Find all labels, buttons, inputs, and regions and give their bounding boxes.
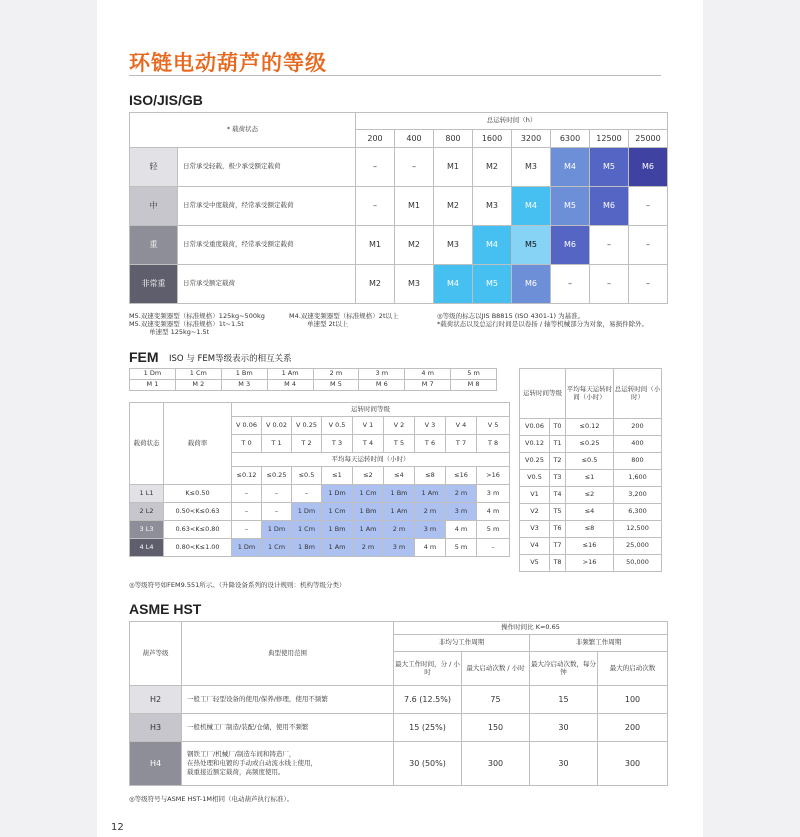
asme-cell: 200 [598,714,668,742]
iso-cell: M1 [434,148,473,187]
iso-hours-cell: 3200 [512,130,551,148]
iso-cell: M6 [629,148,668,187]
asme-uneven-header: 非均匀工作周期 [394,635,530,652]
fem-t-class: T 0 [232,435,262,453]
fem-cell: 4 m [415,539,446,557]
iso-cell: – [551,265,590,304]
iso-hours-cell: 200 [356,130,395,148]
fem-t-class: T 1 [262,435,292,453]
side-cell: 400 [614,436,662,453]
fem-t-class: T 2 [292,435,322,453]
fem-avg-daily: ≤1 [322,467,353,485]
iso-cell: M2 [356,265,395,304]
fem-avg-daily: ≤0.25 [262,467,292,485]
asme-cell: 300 [598,742,668,786]
iso-note-right-1: ◎等级的标志以JIS B8815 (ISO 4301-1) 为基准。 [437,312,585,320]
fem-t-class: T 5 [384,435,415,453]
side-cell: V4 [520,538,550,555]
fem-map-cell: 4 m [405,369,451,380]
asme-grade-header: 葫芦等级 [130,622,182,686]
side-cell: ≤0.5 [566,453,614,470]
iso-cell: M5 [512,226,551,265]
iso-hours-cell: 1600 [473,130,512,148]
asme-grade-table [129,621,668,786]
side-cell: V5 [520,555,550,572]
iso-row-label: 轻 [130,148,178,187]
iso-hours-cell: 400 [395,130,434,148]
fem-cell: 3 m [477,485,510,503]
asme-col-max-starts2: 最大的启动次数 [598,652,668,686]
fem-section-heading: FEM [129,349,159,365]
fem-t-class: T 3 [322,435,353,453]
fem-cell: 1 Bm [292,539,322,557]
side-cell: 800 [614,453,662,470]
iso-cell: M3 [473,187,512,226]
fem-cell: 4 m [446,521,477,539]
side-cell: T6 [550,521,566,538]
iso-row-desc: 日常承受重度载荷，经常承受额定载荷 [178,226,356,265]
side-cell: T3 [550,470,566,487]
fem-cell: 1 Cm [292,521,322,539]
fem-t-class: T 7 [446,435,477,453]
fem-load-state-header: 载荷状态 [130,403,164,485]
iso-cell: M1 [356,226,395,265]
fem-map-cell: 1 Dm [130,369,176,380]
fem-v-class: V 0.02 [262,417,292,435]
iso-note-mid-2: 单速型 2t以上 [307,320,349,328]
side-cell: V0.25 [520,453,550,470]
iso-row-desc: 日常承受中度载荷，经常承受额定载荷 [178,187,356,226]
iso-cell: – [356,187,395,226]
asme-cell: 15 (25%) [394,714,462,742]
fem-cell: 4 m [477,503,510,521]
fem-row-state: 2 L2 [130,503,164,521]
fem-cell: 1 Am [384,503,415,521]
fem-cell: 5 m [477,521,510,539]
fem-cell: – [232,521,262,539]
fem-cell: 3 m [446,503,477,521]
iso-row-desc: 日常承受轻载，极少承受额定载荷 [178,148,356,187]
iso-note-left-3: 单速型 125kg~1.5t [149,328,210,336]
fem-row-rate: 0.80<K≤1.00 [164,539,232,557]
fem-cell: 1 Dm [292,503,322,521]
side-cell: V1 [520,487,550,504]
asme-row-grade: H4 [130,742,182,786]
fem-v-class: V 0.06 [232,417,262,435]
iso-cell: – [629,187,668,226]
iso-cell: – [590,226,629,265]
side-cell: T0 [550,419,566,436]
asme-row-grade: H3 [130,714,182,742]
fem-cell: 1 Cm [353,485,384,503]
fem-cell: 1 Am [415,485,446,503]
asme-col-max-cold: 最大冷启动次数，每分钟 [530,652,598,686]
iso-row-desc: 日常承受额定载荷 [178,265,356,304]
fem-cell: 1 Dm [322,485,353,503]
page-number: 12 [111,822,124,833]
side-cell: ≤0.12 [566,419,614,436]
asme-usage-line: 钢铁工厂/机械厂/制造车间和铸造厂， [187,750,296,759]
asme-cell: 30 [530,714,598,742]
side-cell: V0.12 [520,436,550,453]
iso-note-mid-1: M4.双速变频器型（标准规格）2t以上 [289,312,399,320]
iso-map-cell: M 5 [313,380,359,391]
iso-cell: M2 [395,226,434,265]
fem-cell: 1 Cm [322,503,353,521]
iso-note-left-1: M5.双速变频器型（标准规格）125kg~500kg [129,312,265,320]
side-cell: ≤8 [566,521,614,538]
iso-cell: M5 [551,187,590,226]
fem-v-class: V 4 [446,417,477,435]
asme-ratio-header: 操作时间比 K=0.65 [394,622,668,635]
fem-v-class: V 1 [353,417,384,435]
asme-usage-line: 载重接近额定载荷，高频度使用。 [187,767,285,776]
fem-avg-daily: ≤16 [446,467,477,485]
fem-cell: 1 Cm [262,539,292,557]
fem-row-state: 3 L3 [130,521,164,539]
iso-cell: M3 [395,265,434,304]
fem-map-cell: 1 Am [267,369,313,380]
iso-cell: M5 [590,148,629,187]
fem-map-cell: 1 Cm [175,369,221,380]
side-class-header: 运转时间等级 [520,369,566,419]
fem-v-class: V 5 [477,417,510,435]
iso-total-time-header: 总运转时间（h） [356,113,668,130]
iso-cell: – [395,148,434,187]
side-cell: T7 [550,538,566,555]
asme-usage-header: 典型使用范围 [182,622,394,686]
fem-cell: – [262,503,292,521]
iso-cell: – [590,265,629,304]
iso-cell: M6 [512,265,551,304]
asme-cell: 30 [530,742,598,786]
iso-cell: M4 [512,187,551,226]
fem-cell: 1 Am [322,539,353,557]
side-cell: ≤4 [566,504,614,521]
side-cell: 200 [614,419,662,436]
fem-cell: 3 m [415,521,446,539]
iso-cell: M3 [512,148,551,187]
asme-cell: 100 [598,686,668,714]
side-total-header: 总运转时间（小时） [614,369,662,419]
fem-t-class: T 8 [477,435,510,453]
iso-cell: M1 [395,187,434,226]
asme-col-max-starts: 最大启动次数 / 小时 [462,652,530,686]
iso-cell: M4 [551,148,590,187]
iso-note-left-2: M5.双速变频器型（标准规格）1t~1.5t [129,320,244,328]
fem-iso-mapping-table [129,368,497,391]
fem-cell: 1 Bm [353,503,384,521]
fem-cell: 1 Dm [232,539,262,557]
page-title: 环链电动葫芦的等级 [129,51,327,75]
fem-cell: – [262,485,292,503]
fem-map-cell: 1 Bm [221,369,267,380]
fem-avg-daily: ≤8 [415,467,446,485]
side-cell: 50,000 [614,555,662,572]
fem-cell: 1 Bm [384,485,415,503]
side-cell: ≤16 [566,538,614,555]
iso-map-cell: M 6 [359,380,405,391]
document-page [97,0,703,837]
fem-row-state: 4 L4 [130,539,164,557]
iso-hours-cell: 6300 [551,130,590,148]
fem-cell: 1 Am [353,521,384,539]
asme-cell: 7.6 (12.5%) [394,686,462,714]
asme-row-grade: H2 [130,686,182,714]
side-cell: ≤2 [566,487,614,504]
side-cell: 25,000 [614,538,662,555]
fem-cell: – [232,503,262,521]
fem-avg-daily-header: 平均每天运转时间（小时） [232,453,510,467]
fem-map-cell: 5 m [451,369,497,380]
fem-t-class: T 6 [415,435,446,453]
fem-avg-daily: ≤4 [384,467,415,485]
asme-cell: 15 [530,686,598,714]
side-cell: T1 [550,436,566,453]
asme-col-max-time: 最大工作时间，分 / 小时 [394,652,462,686]
iso-cell: M6 [590,187,629,226]
fem-cell: 5 m [446,539,477,557]
side-cell: V2 [520,504,550,521]
iso-map-cell: M 1 [130,380,176,391]
fem-cell: 3 m [384,539,415,557]
side-cell: 6,300 [614,504,662,521]
iso-hours-cell: 12500 [590,130,629,148]
asme-row-usage: 一般机械工厂制造/装配/仓储，使用不频繁 [182,714,394,742]
side-cell: 1,600 [614,470,662,487]
fem-grade-table [129,402,510,557]
iso-map-cell: M 3 [221,380,267,391]
fem-cell: – [232,485,262,503]
iso-cell: – [356,148,395,187]
fem-avg-daily: ≤0.12 [232,467,262,485]
side-cell: ≤1 [566,470,614,487]
asme-cell: 75 [462,686,530,714]
fem-cell: 2 m [446,485,477,503]
fem-row-rate: K≤0.50 [164,485,232,503]
fem-cell: 2 m [384,521,415,539]
side-cell: ≤0.25 [566,436,614,453]
fem-map-cell: 2 m [313,369,359,380]
iso-row-label: 中 [130,187,178,226]
iso-section-heading: ISO/JIS/GB [129,92,203,108]
side-cell: V0.5 [520,470,550,487]
iso-cell: M4 [473,226,512,265]
iso-cell: – [629,226,668,265]
asme-cell: 150 [462,714,530,742]
fem-subheading: ISO 与 FEM等级表示的相互关系 [169,354,292,364]
fem-runtime-class-header: 运转时间等级 [232,403,510,417]
iso-hours-cell: 25000 [629,130,668,148]
fem-avg-daily: >16 [477,467,510,485]
asme-cell: 300 [462,742,530,786]
fem-note: ◎等级符号如FEM9.551所示。（升降设备系列的设计规则：机构等级分类） [129,581,346,589]
asme-note: ◎等级符号与ASME HST-1M相同（电动葫芦执行标准）。 [129,795,294,803]
fem-v-class: V 3 [415,417,446,435]
side-cell: T4 [550,487,566,504]
fem-avg-daily: ≤0.5 [292,467,322,485]
side-cell: >16 [566,555,614,572]
fem-cell: – [477,539,510,557]
fem-row-rate: 0.50<K≤0.63 [164,503,232,521]
iso-note-right-2: *载荷状态以及总运行时间是以卷扬 / 轴等机械部分为对象，易损件除外。 [437,320,649,328]
asme-row-usage [182,742,394,786]
fem-t-class: T 4 [353,435,384,453]
iso-cell: M2 [434,187,473,226]
fem-cell: 2 m [353,539,384,557]
fem-avg-daily: ≤2 [353,467,384,485]
iso-row-label: 非常重 [130,265,178,304]
fem-row-rate: 0.63<K≤0.80 [164,521,232,539]
iso-cell: M3 [434,226,473,265]
iso-cell: M5 [473,265,512,304]
fem-row-state: 1 L1 [130,485,164,503]
fem-v-class: V 2 [384,417,415,435]
iso-hours-cell: 800 [434,130,473,148]
iso-grade-table [129,112,668,304]
iso-cell: M2 [473,148,512,187]
fem-cell: 1 Dm [262,521,292,539]
fem-map-cell: 3 m [359,369,405,380]
asme-section-heading: ASME HST [129,601,202,617]
side-cell: T8 [550,555,566,572]
fem-load-rate-header: 载荷率 [164,403,232,485]
iso-load-state-header: * 载荷状态 [130,113,356,148]
side-cell: 12,500 [614,521,662,538]
fem-v-class: V 0.25 [292,417,322,435]
iso-row-label: 重 [130,226,178,265]
iso-map-cell: M 4 [267,380,313,391]
iso-cell: M4 [434,265,473,304]
iso-cell: – [629,265,668,304]
fem-cell: 1 Bm [322,521,353,539]
iso-cell: M6 [551,226,590,265]
side-cell: V3 [520,521,550,538]
side-cell: 3,200 [614,487,662,504]
iso-map-cell: M 7 [405,380,451,391]
asme-usage-line: 在热处理和电镀的手动或自动流水线上使用， [187,759,317,768]
iso-map-cell: M 2 [175,380,221,391]
side-cell: T5 [550,504,566,521]
fem-cell: 2 m [415,503,446,521]
side-cell: V0.06 [520,419,550,436]
fem-runtime-side-table [519,368,662,572]
asme-frequent-header: 非频繁工作周期 [530,635,668,652]
fem-v-class: V 0.5 [322,417,353,435]
asme-cell: 30 (50%) [394,742,462,786]
fem-cell: – [292,485,322,503]
side-avg-header: 平均每天运转时间（小时） [566,369,614,419]
title-divider [129,75,661,76]
side-cell: T2 [550,453,566,470]
iso-map-cell: M 8 [451,380,497,391]
asme-row-usage: 一般工厂轻型设备的使用/保养/修理，使用不频繁 [182,686,394,714]
